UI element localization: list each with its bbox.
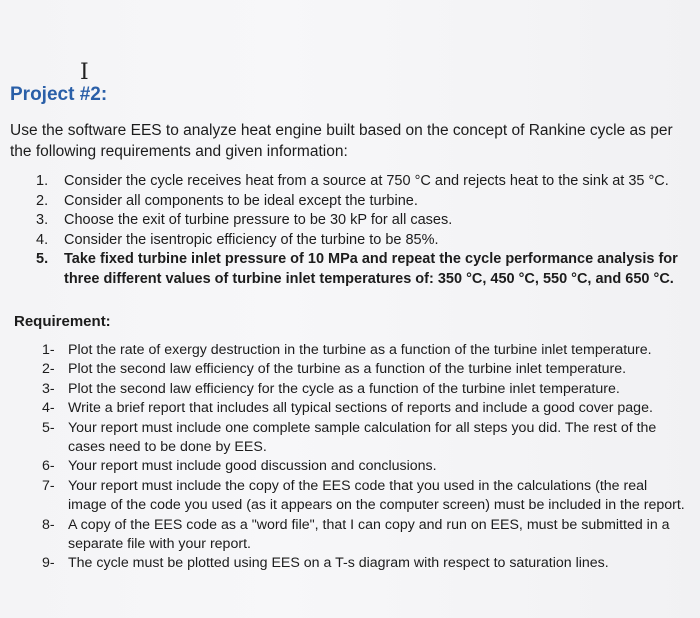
list-item-text: Your report must include good discussion and conclusions.: [68, 458, 437, 475]
list-item: [42, 341, 687, 360]
list-item: [42, 419, 687, 458]
list-item-number: 6-: [42, 458, 55, 475]
intro-paragraph: Use the software EES to analyze heat engine built based on the concept of Rankine cycle as per the following requirements and given information:: [10, 122, 673, 160]
list-item: [42, 457, 687, 476]
text-cursor-icon: I: [80, 60, 89, 85]
list-item-number: 3.: [36, 212, 49, 228]
list-item: [42, 360, 687, 379]
list-item-number: 2.: [36, 192, 49, 209]
list-item-text: A copy of the EES code as a "word file", that I can copy and run on EES, must be submitted in a separate file with your report.: [68, 516, 670, 553]
list-item-number: 4-: [42, 400, 55, 417]
requirements-list: [42, 341, 687, 574]
list-item-number: 8-: [42, 516, 55, 533]
list-item: [36, 250, 686, 289]
list-item-text: Plot the rate of exergy destruction in the turbine as a function of the turbine inlet temperature.: [68, 342, 652, 358]
list-item-text: Plot the second law efficiency of the turbine as a function of the turbine inlet temperature.: [68, 361, 627, 378]
list-item-text: Take fixed turbine inlet pressure of 10 MPa and repeat the cycle performance analysis for three different values of turbine inlet temperatures of: 350 °C, 450 °C, 550 °C, and 650 °C.: [64, 251, 678, 287]
list-item-text: Choose the exit of turbine pressure to be 30 kP for all cases.: [64, 212, 453, 228]
list-item-text: Your report must include one complete sample calculation for all steps you did. The rest of the cases need to be done by EES.: [68, 419, 657, 456]
list-item-number: 4.: [36, 231, 49, 248]
list-item-text: Plot the second law efficiency for the cycle as a function of the turbine inlet temperature.: [68, 380, 620, 397]
page-title: Project #2:: [10, 84, 108, 105]
list-item-number: 5.: [36, 251, 49, 267]
list-item: [36, 231, 686, 251]
list-item-text: Consider all components to be ideal except the turbine.: [64, 192, 418, 209]
list-item: [36, 192, 686, 212]
list-item-number: 1.: [36, 173, 49, 189]
list-item: [42, 399, 687, 418]
list-item: [42, 477, 687, 516]
list-item-text: Your report must include the copy of the EES code that you used in the calculations (the real image of the code you used (as it appears on the computer screen) must be included in the report.: [68, 477, 685, 514]
requirement-heading: Requirement:: [14, 313, 111, 330]
list-item-number: 2-: [42, 361, 55, 378]
given-information-list: [36, 172, 686, 289]
list-item-text: Consider the cycle receives heat from a source at 750 °C and rejects heat to the sink at 35 °C.: [64, 173, 669, 189]
list-item: [42, 516, 687, 555]
list-item: [36, 172, 686, 192]
list-item: [42, 380, 687, 399]
list-item-number: 1-: [42, 342, 55, 358]
list-item-number: 3-: [42, 380, 55, 397]
list-item: [36, 211, 686, 231]
list-item: [42, 554, 687, 573]
list-item-text: Consider the isentropic efficiency of the turbine to be 85%.: [64, 231, 439, 248]
list-item-number: 9-: [42, 555, 55, 572]
list-item-text: The cycle must be plotted using EES on a T-s diagram with respect to saturation lines.: [68, 555, 609, 572]
list-item-number: 7-: [42, 477, 55, 494]
list-item-text: Write a brief report that includes all typical sections of reports and include a good cover page.: [68, 400, 653, 417]
list-item-number: 5-: [42, 419, 55, 436]
